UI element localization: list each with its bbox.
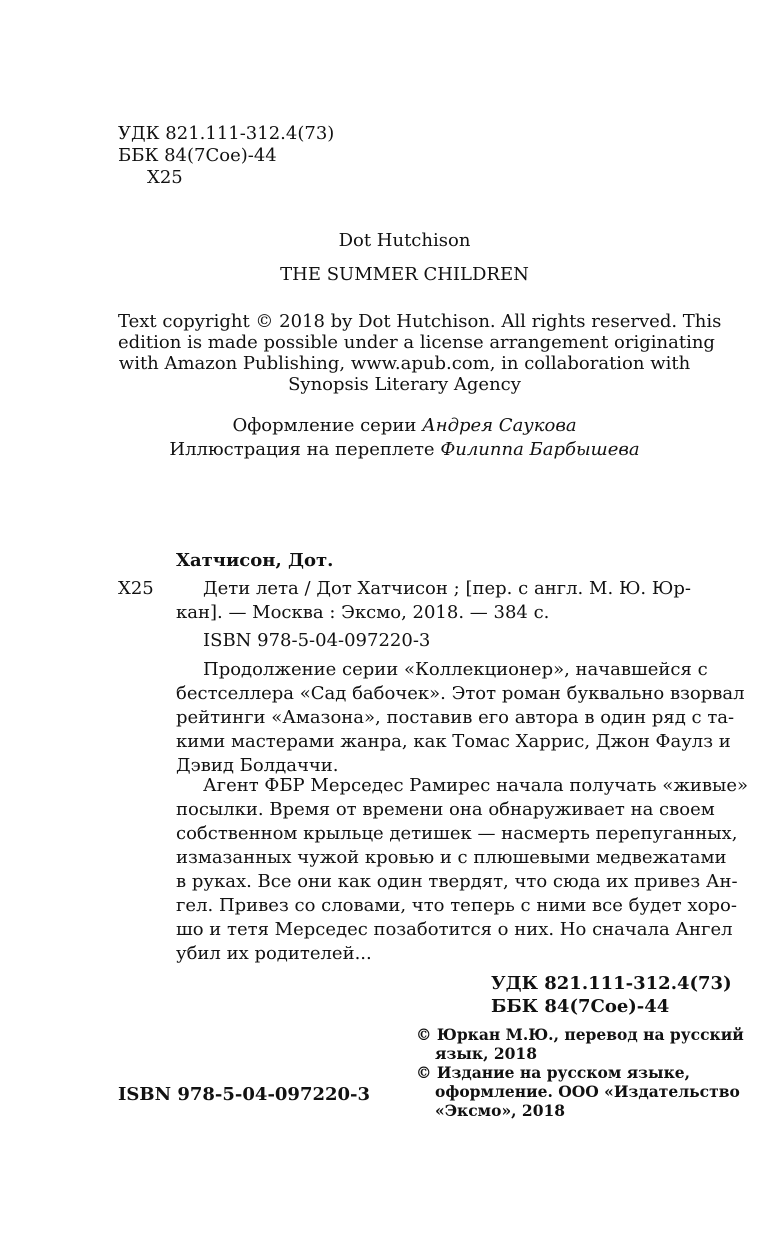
series-design-credit: [118, 414, 691, 438]
annotation-line: кими мастерами жанра, как Томас Харрис, Джон Фаулз и: [176, 731, 731, 752]
annotation-line: посылки. Время от времени она обнаруживает на своем: [176, 799, 715, 820]
copyright-line: © Юркан М.Ю., перевод на русский: [416, 1025, 744, 1044]
copyright-line: «Эксмо», 2018: [435, 1101, 566, 1120]
copyright-line: Text copyright © 2018 by Dot Hutchison. All rights reserved. This: [118, 311, 722, 332]
annotation-line: Дэвид Болдаччи.: [176, 755, 339, 776]
annotation-line: рейтинги «Амазона», поставив его автора в один ряд с та-: [176, 707, 735, 728]
illustration-label: Иллюстрация на переплете: [169, 439, 435, 460]
original-title: THE SUMMER CHILDREN: [280, 264, 529, 285]
bottom-udk: УДК 821.111-312.4(73): [491, 973, 732, 994]
annotation-line: Продолжение серии «Коллекционер», начавшейся с: [203, 659, 708, 680]
copyright-line: with Amazon Publishing, www.apub.com, in collaboration with: [118, 353, 691, 374]
copyright-line: Synopsis Literary Agency: [288, 374, 521, 395]
catalog-entry-line: кан]. — Москва : Эксмо, 2018. — 384 с.: [176, 602, 550, 623]
top-author-mark: Х25: [147, 167, 183, 188]
top-udk: УДК 821.111-312.4(73): [118, 123, 335, 144]
annotation-line: гел. Привез со словами, что теперь с ними все будет хоро-: [176, 895, 737, 916]
series-designer: Андрея Саукова: [422, 415, 577, 436]
copyright-line: © Издание на русском языке,: [416, 1063, 691, 1082]
catalog-mark: Х25: [118, 578, 154, 599]
catalog-heading: Хатчисон, Дот.: [176, 550, 334, 571]
annotation-line: собственном крыльце детишек — насмерть перепуганных,: [176, 823, 738, 844]
series-label: Оформление серии: [232, 415, 417, 436]
original-author: Dot Hutchison: [338, 230, 471, 251]
annotation-line: бестселлера «Сад бабочек». Этот роман буквально взорвал: [176, 683, 745, 704]
bottom-isbn: ISBN 978-5-04-097220-3: [118, 1084, 371, 1105]
catalog-entry-line: Дети лета / Дот Хатчисон ; [пер. с англ. М. Ю. Юр-: [203, 578, 691, 599]
annotation-line: шо и тетя Мерседес позаботится о них. Но сначала Ангел: [176, 919, 733, 940]
annotation-line: измазанных чужой кровью и с плюшевыми медвежатами: [176, 847, 727, 868]
copyright-line: язык, 2018: [435, 1044, 538, 1063]
bottom-bbk: ББК 84(7Сое)-44: [491, 996, 670, 1017]
annotation-line: в руках. Все они как один твердят, что сюда их привез Ан-: [176, 871, 738, 892]
copyright-line: оформление. ООО «Издательство: [435, 1082, 740, 1101]
illustration-credit: [118, 438, 691, 462]
copyright-line: edition is made possible under a license arrangement originating: [118, 332, 715, 353]
illustrator: Филиппа Барбышева: [440, 439, 640, 460]
catalog-isbn: ISBN 978-5-04-097220-3: [203, 630, 431, 651]
top-bbk: ББК 84(7Сое)-44: [118, 145, 277, 166]
annotation-line: Агент ФБР Мерседес Рамирес начала получать «живые»: [203, 775, 749, 796]
annotation-line: убил их родителей...: [176, 943, 372, 964]
